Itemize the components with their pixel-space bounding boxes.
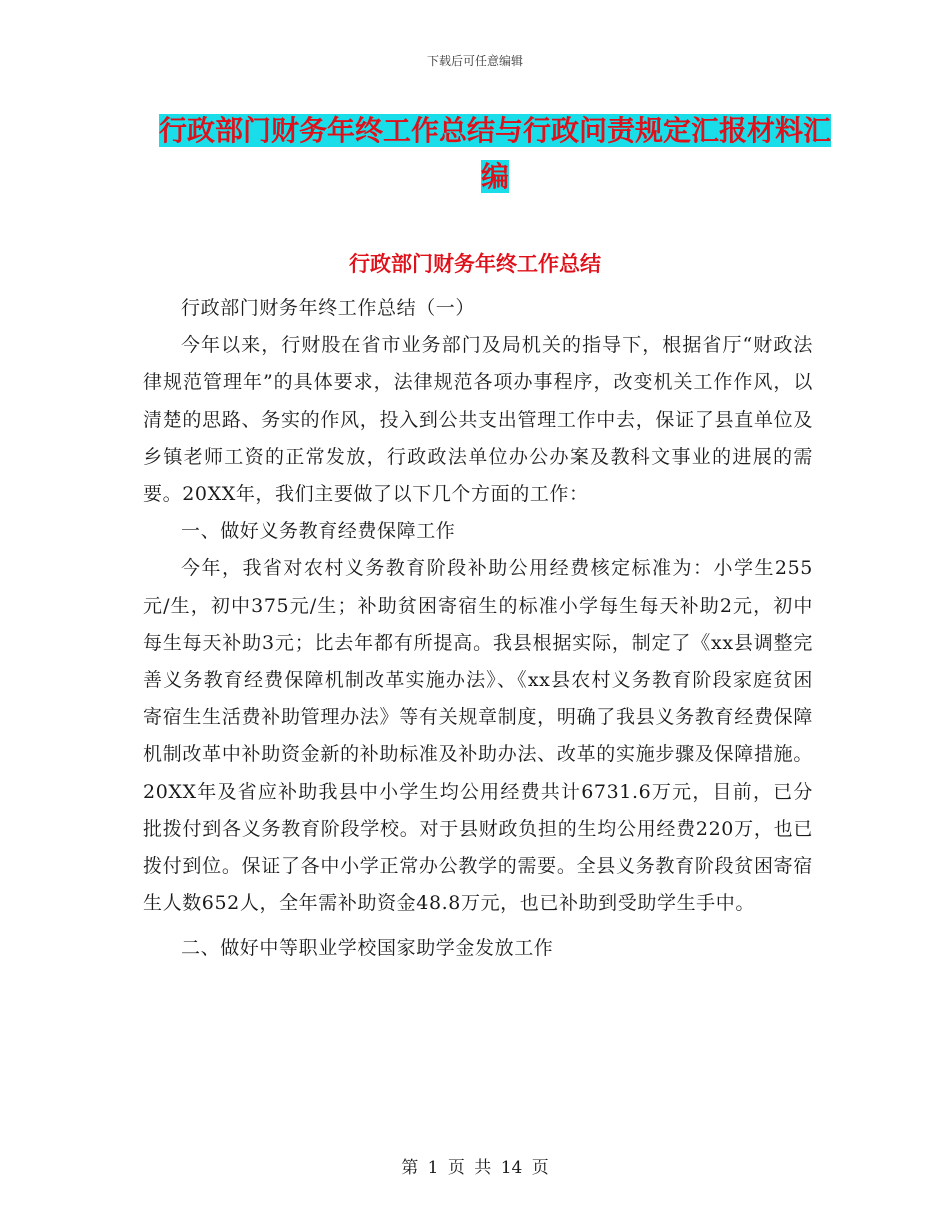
section-title: 行政部门财务年终工作总结	[349, 252, 601, 276]
header-note: 下载后可任意编辑	[426, 54, 523, 68]
page-footer: 第 1 页 共 14 页	[401, 1158, 549, 1178]
document-title-text: 行政部门财务年终工作总结与行政问责规定汇报材料汇编	[158, 114, 831, 193]
document-body	[143, 290, 813, 968]
paragraph-heading: 二、做好中等职业学校国家助学金发放工作	[181, 937, 554, 960]
paragraph: 今年，我省对农村义务教育阶段补助公用经费核定标准为：小学生255元/生，初中375元/生；补助贫困寄宿生的标准小学每生每天补助2元，初中每生每天补助3元；比去年都有所提高。我县根据实际，制定了《xx县调整完善义务教育经费保障机制改革实施办法》、《xx县农村义务教育阶段家庭贫困寄宿生生活费补助管理办法》等有关规章制度，明确了我县义务教育经费保障机制改革中补助资金新的补助标准及补助办法、改革的实施步骤及保障措施。20XX年及省应补助我县中小学生均公用经费共计6731.6万元，目前，已分批拨付到各义务教育阶段学校。对于县财政负担的生均公用经费220万，也已拨付到位。保证了各中小学正常办公教学的需要。全县义务教育阶段贫困寄宿生人数652人，全年需补助资金48.8万元，也已补助到受助学生手中。	[143, 557, 813, 915]
paragraph-heading: 行政部门财务年终工作总结（一）	[181, 297, 476, 319]
paragraph: 今年以来，行财股在省市业务部门及局机关的指导下，根据省厅“财政法律规范管理年”的具体要求，法律规范各项办事程序，改变机关工作作风，以清楚的思路、务实的作风，投入到公共支出管理工作中去，保证了县直单位及乡镇老师工资的正常发放，行政政法单位办公办案及教科文事业的进展的需要。20XX年，我们主要做了以下几个方面的工作：	[143, 334, 813, 506]
document-title	[150, 108, 840, 200]
paragraph-heading: 一、做好义务教育经费保障工作	[181, 520, 456, 543]
